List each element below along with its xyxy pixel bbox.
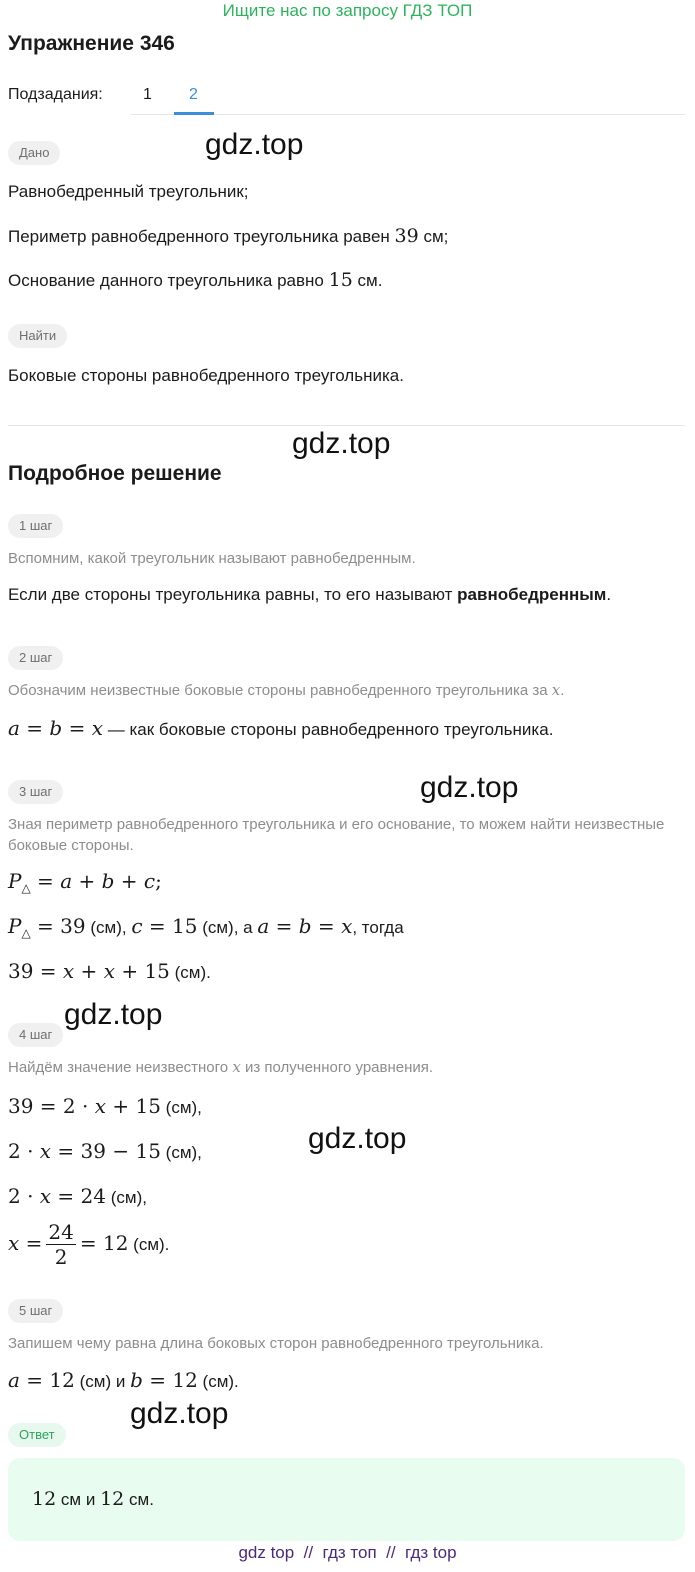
step-2-hint-var: x: [551, 681, 561, 699]
step-3-then: , тогда: [352, 918, 404, 937]
perimeter-value-formula: $P_\triangle = 39$: [8, 914, 86, 940]
step-4-unit-1: (см),: [165, 1098, 202, 1117]
sides-equal-formula: a = b = x: [257, 914, 353, 938]
answer-num-1: 12: [32, 1488, 57, 1510]
step-5-unit-1: (см) и: [79, 1372, 126, 1391]
step-2-formula: a = b = x: [8, 716, 103, 740]
step-2-hint-text: Обозначим неизвестные боковые стороны равнобедренного треугольника за: [8, 682, 548, 699]
step-4-formula-2: [8, 1140, 202, 1164]
subtask-tab-1[interactable]: 1: [143, 86, 152, 103]
solution-title: Подробное решение: [8, 462, 222, 485]
given-line-3-text: Основание данного треугольника равно: [8, 271, 324, 290]
perimeter-value: 39: [394, 225, 419, 247]
given-line-2-text: Периметр равнобедренного треугольника равен: [8, 227, 390, 246]
base-value: 15: [328, 269, 353, 291]
step-4-unit-3: (см),: [110, 1188, 147, 1207]
given-line-3-unit: см.: [357, 271, 383, 290]
watermark: gdz.top: [420, 771, 519, 804]
step-5-formula: [8, 1369, 239, 1393]
step-3-formula-1: [8, 870, 162, 899]
side-a-value: a = 12: [8, 1368, 75, 1392]
watermark: gdz.top: [205, 128, 304, 161]
step-3-hint: Зная периметр равнобедренного треугольника и его основание, то можем найти неизвестные боковые стороны.: [8, 816, 665, 854]
perimeter-equation: 39 = x + x + 15: [8, 959, 170, 983]
watermark: gdz.top: [308, 1122, 407, 1155]
equation-4: x = $\frac{24}{2}$ = 12: [8, 1220, 129, 1269]
step-1-text-bold: равнобедренным: [457, 585, 607, 604]
step-2-equation: [8, 717, 553, 741]
step-5-hint: Запишем чему равна длина боковых сторон равнобедренного треугольника.: [8, 1335, 544, 1352]
top-banner[interactable]: Ищите нас по запросу ГДЗ ТОП: [222, 1, 473, 20]
step-4-hint-text: Найдём значение неизвестного: [8, 1059, 229, 1076]
step-4-unit-4: (см).: [133, 1234, 170, 1254]
step-1-text: [8, 584, 611, 606]
subtasks-divider: [131, 114, 685, 115]
step-4-hint-var: x: [232, 1058, 241, 1076]
answer-badge: Ответ: [8, 1423, 66, 1447]
step-3-unit-2: (см), а: [202, 918, 253, 937]
step-3-unit-3: (см).: [174, 963, 211, 982]
step-4-formula-3: [8, 1185, 147, 1209]
step-2-text: — как боковые стороны равнобедренного треугольника.: [107, 720, 554, 739]
step-4-unit-2: (см),: [165, 1143, 202, 1162]
step-2-hint: [8, 680, 564, 701]
step-4-formula-1: [8, 1095, 202, 1119]
step-3-badge: 3 шаг: [8, 780, 63, 804]
answer-end: см.: [129, 1490, 154, 1509]
answer-text: [32, 1488, 154, 1511]
answer-mid: см и: [60, 1490, 96, 1509]
section-divider: [8, 425, 685, 426]
equation-3: 2 · x = 24: [8, 1184, 106, 1208]
find-text: Боковые стороны равнобедренного треугольника.: [8, 366, 404, 385]
subtask-tab-active-indicator: [174, 112, 214, 115]
page-title: Упражнение 346: [8, 32, 175, 55]
equation-1: 39 = 2 · x + 15: [8, 1094, 161, 1118]
step-5-unit-2: (см).: [202, 1372, 239, 1391]
given-line-2: [8, 225, 448, 248]
find-badge: Найти: [8, 324, 67, 348]
equation-2: 2 · x = 39 − 15: [8, 1139, 161, 1163]
given-line-3: [8, 269, 382, 292]
perimeter-formula: $P_\triangle = a + b + c$;: [8, 869, 162, 895]
given-line-2-unit: см;: [423, 227, 449, 246]
subtask-tab-2[interactable]: 2: [189, 86, 198, 103]
watermark: gdz.top: [64, 998, 163, 1031]
step-1-hint: Вспомним, какой треугольник называют равнобедренным.: [8, 550, 416, 567]
step-1-badge: 1 шаг: [8, 514, 63, 538]
step-4-hint-end: из полученного уравнения.: [244, 1059, 434, 1076]
watermark: gdz.top: [292, 427, 391, 460]
subtasks-label: Подзадания:: [8, 86, 103, 103]
step-4-hint: [8, 1057, 433, 1078]
given-badge: Дано: [8, 141, 60, 165]
answer-num-2: 12: [100, 1488, 125, 1510]
footer-links[interactable]: gdz top // гдз топ // гдз top: [238, 1543, 457, 1562]
side-b-value: b = 12: [130, 1368, 198, 1392]
step-3-unit-1: (см),: [90, 918, 127, 937]
base-value-formula: c = 15: [131, 914, 198, 938]
step-4-formula-4: [8, 1220, 169, 1269]
step-1-text-main: Если две стороны треугольника равны, то его называют: [8, 585, 453, 604]
step-5-badge: 5 шаг: [8, 1299, 63, 1323]
given-line-1: Равнобедренный треугольник;: [8, 182, 249, 201]
watermark: gdz.top: [130, 1397, 229, 1430]
step-2-badge: 2 шаг: [8, 646, 63, 670]
step-4-badge: 4 шаг: [8, 1023, 63, 1047]
step-2-hint-end: .: [560, 682, 565, 699]
step-1-text-end: .: [606, 585, 612, 604]
step-3-formula-2: [8, 915, 404, 944]
step-3-formula-3: [8, 960, 211, 984]
